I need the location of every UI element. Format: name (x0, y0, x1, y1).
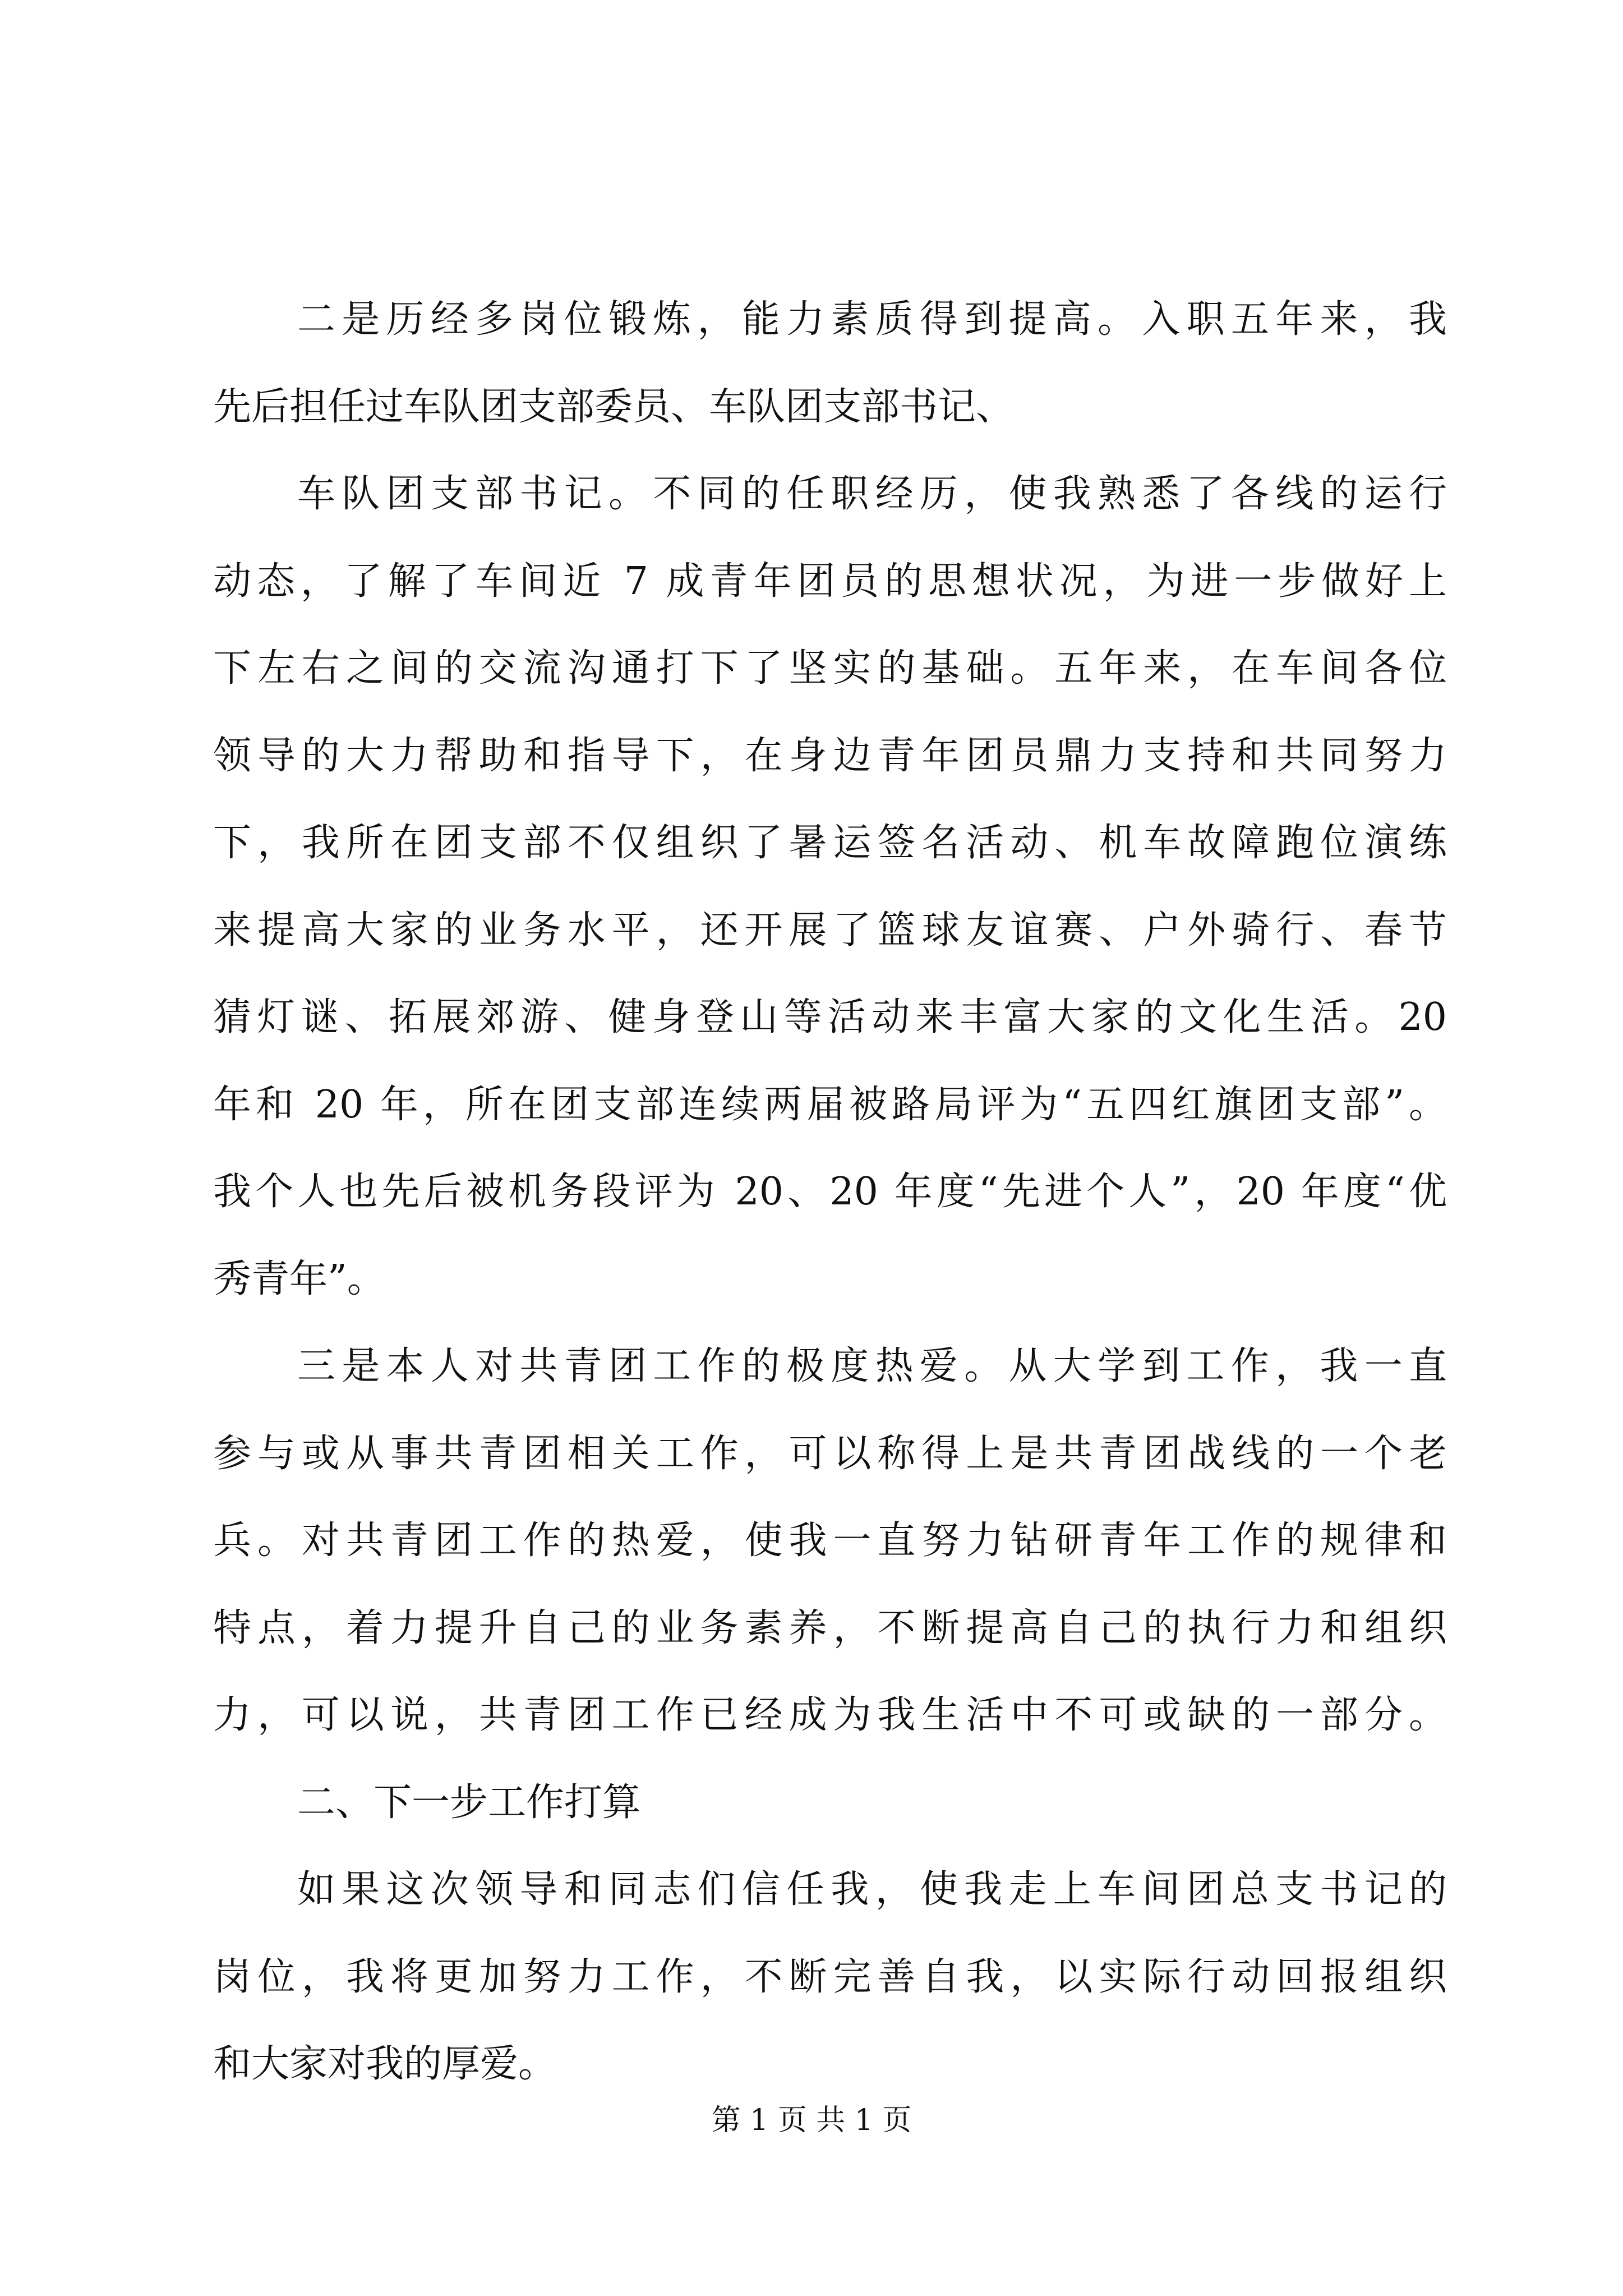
text-line: 二是历经多岗位锻炼，能力素质得到提高。入职五年来，我 (297, 297, 1447, 342)
text-line: 下，我所在团支部不仅组织了暑运签名活动、机车故障跑位演练 (213, 821, 1447, 865)
text-line: 兵。对共青团工作的热爱，使我一直努力钻研青年工作的规律和 (213, 1519, 1447, 1563)
text-line: 我个人也先后被机务段评为 20、20 年度“先进个人”，20 年度“优 (213, 1170, 1447, 1214)
text-line: 如果这次领导和同志们信任我，使我走上车间团总支书记的 (297, 1867, 1447, 1912)
text-line: 参与或从事共青团相关工作，可以称得上是共青团战线的一个老 (213, 1431, 1447, 1476)
text-line: 二、下一步工作打算 (297, 1780, 641, 1825)
text-line: 来提高大家的业务水平，还开展了篮球友谊赛、户外骑行、春节 (213, 908, 1447, 953)
text-line: 力，可以说，共青团工作已经成为我生活中不可或缺的一部分。 (213, 1693, 1447, 1737)
text-line: 下左右之间的交流沟通打下了坚实的基础。五年来，在车间各位 (213, 646, 1447, 691)
text-line: 动态，了解了车间近 7 成青年团员的思想状况，为进一步做好上 (213, 559, 1447, 604)
document-body (213, 292, 1447, 2124)
text-line: 岗位，我将更加努力工作，不断完善自我，以实际行动回报组织 (213, 1954, 1447, 1999)
text-line: 和大家对我的厚爱。 (213, 2042, 557, 2086)
text-line: 车队团支部书记。不同的任职经历，使我熟悉了各线的运行 (297, 472, 1447, 516)
page-footer: 第 1 页 共 1 页 (711, 2104, 912, 2137)
text-line: 特点，着力提升自己的业务素养，不断提高自己的执行力和组织 (213, 1605, 1447, 1650)
text-line: 猜灯谜、拓展郊游、健身登山等活动来丰富大家的文化生活。20 (213, 995, 1447, 1039)
text-line: 领导的大力帮助和指导下，在身边青年团员鼎力支持和共同努力 (213, 733, 1447, 778)
text-line: 年和 20 年，所在团支部连续两届被路局评为“五四红旗团支部”。 (213, 1082, 1447, 1127)
text-line: 先后担任过车队团支部委员、车队团支部书记、 (213, 384, 1015, 429)
text-line: 三是本人对共青团工作的极度热爱。从大学到工作，我一直 (297, 1344, 1447, 1388)
text-line: 秀青年”。 (213, 1257, 385, 1301)
